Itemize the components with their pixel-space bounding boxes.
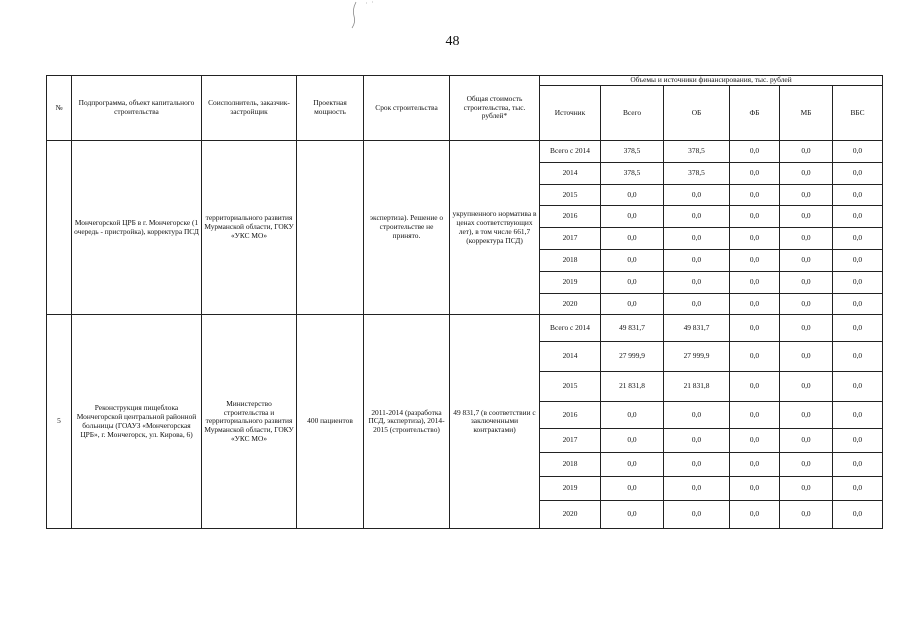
- source-cell: 2019: [540, 271, 601, 293]
- value-cell-mb: 0,0: [780, 249, 833, 271]
- source-cell: 2018: [540, 249, 601, 271]
- value-cell-fb: 0,0: [730, 293, 780, 315]
- value-cell-total: 378,5: [601, 141, 664, 163]
- value-cell-total: 378,5: [601, 162, 664, 184]
- object-term: экспертиза). Решение о строительстве не принято.: [364, 141, 450, 315]
- header-vbs: ВБС: [833, 86, 883, 141]
- value-cell-vbs: 0,0: [833, 141, 883, 163]
- value-cell-mb: 0,0: [780, 293, 833, 315]
- object-subprogram: Реконструкция пищеблока Мончегорской центральной районной больницы (ГОАУЗ «Мончегорская ЦРБ», г. Мончегорск, ул. Кирова, 6): [72, 315, 202, 529]
- value-cell-total: 27 999,9: [601, 342, 664, 372]
- value-cell-ob: 0,0: [664, 477, 730, 501]
- source-cell: 2017: [540, 429, 601, 453]
- value-cell-ob: 378,5: [664, 141, 730, 163]
- value-cell-mb: 0,0: [780, 342, 833, 372]
- object-executor: территориального развития Мурманской области, ГОКУ «УКС МО»: [202, 141, 297, 315]
- value-cell-total: 0,0: [601, 477, 664, 501]
- header-term: Срок строительства: [364, 76, 450, 141]
- source-cell: Всего с 2014: [540, 315, 601, 342]
- value-cell-ob: 21 831,8: [664, 372, 730, 402]
- value-cell-fb: 0,0: [730, 206, 780, 228]
- value-cell-fb: 0,0: [730, 249, 780, 271]
- value-cell-fb: 0,0: [730, 271, 780, 293]
- value-cell-ob: 49 831,7: [664, 315, 730, 342]
- source-cell: 2015: [540, 372, 601, 402]
- object-number: 5: [47, 315, 72, 529]
- source-cell: 2020: [540, 293, 601, 315]
- header-financing-group: Объемы и источники финансирования, тыс. рублей: [540, 76, 883, 86]
- object-cost: укрупненного норматива в ценах соответствующих лет), в том числе 661,7 (корректура ПСД): [450, 141, 540, 315]
- source-cell: 2015: [540, 184, 601, 206]
- table-row: [47, 315, 883, 342]
- table-row: [47, 141, 883, 163]
- value-cell-total: 0,0: [601, 402, 664, 429]
- value-cell-ob: 0,0: [664, 228, 730, 250]
- value-cell-vbs: 0,0: [833, 206, 883, 228]
- value-cell-ob: 0,0: [664, 249, 730, 271]
- value-cell-mb: 0,0: [780, 429, 833, 453]
- value-cell-vbs: 0,0: [833, 429, 883, 453]
- object-term: 2011-2014 (разработка ПСД, экспертиза), 2014-2015 (строительство): [364, 315, 450, 529]
- value-cell-total: 49 831,7: [601, 315, 664, 342]
- value-cell-fb: 0,0: [730, 372, 780, 402]
- object-capacity: 400 пациентов: [297, 315, 364, 529]
- value-cell-ob: 0,0: [664, 271, 730, 293]
- value-cell-fb: 0,0: [730, 429, 780, 453]
- value-cell-vbs: 0,0: [833, 271, 883, 293]
- object-capacity: [297, 141, 364, 315]
- source-cell: Всего с 2014: [540, 141, 601, 163]
- value-cell-total: 0,0: [601, 228, 664, 250]
- header-total: Всего: [601, 86, 664, 141]
- value-cell-ob: 0,0: [664, 429, 730, 453]
- source-cell: 2020: [540, 501, 601, 529]
- value-cell-fb: 0,0: [730, 184, 780, 206]
- page-number: 48: [445, 34, 460, 49]
- value-cell-fb: 0,0: [730, 342, 780, 372]
- header-fb: ФБ: [730, 86, 780, 141]
- value-cell-vbs: 0,0: [833, 293, 883, 315]
- header-ob: ОБ: [664, 86, 730, 141]
- value-cell-mb: 0,0: [780, 162, 833, 184]
- header-num: №: [47, 76, 72, 141]
- value-cell-mb: 0,0: [780, 184, 833, 206]
- table-body: [47, 141, 883, 529]
- source-cell: 2019: [540, 477, 601, 501]
- value-cell-mb: 0,0: [780, 402, 833, 429]
- value-cell-ob: 0,0: [664, 402, 730, 429]
- value-cell-fb: 0,0: [730, 162, 780, 184]
- value-cell-mb: 0,0: [780, 228, 833, 250]
- value-cell-vbs: 0,0: [833, 477, 883, 501]
- header-cost: Общая стоимость строительства, тыс. рублей*: [450, 76, 540, 141]
- object-number: [47, 141, 72, 315]
- value-cell-mb: 0,0: [780, 271, 833, 293]
- object-subprogram: Мончегорской ЦРБ в г. Мончегорске (1 очередь - пристройка), корректура ПСД: [72, 141, 202, 315]
- value-cell-fb: 0,0: [730, 501, 780, 529]
- value-cell-vbs: 0,0: [833, 372, 883, 402]
- value-cell-fb: 0,0: [730, 402, 780, 429]
- source-cell: 2016: [540, 206, 601, 228]
- value-cell-total: 0,0: [601, 453, 664, 477]
- source-cell: 2018: [540, 453, 601, 477]
- value-cell-mb: 0,0: [780, 501, 833, 529]
- value-cell-ob: 27 999,9: [664, 342, 730, 372]
- source-cell: 2014: [540, 162, 601, 184]
- value-cell-total: 0,0: [601, 293, 664, 315]
- value-cell-total: 0,0: [601, 249, 664, 271]
- value-cell-fb: 0,0: [730, 453, 780, 477]
- value-cell-fb: 0,0: [730, 228, 780, 250]
- value-cell-ob: 0,0: [664, 206, 730, 228]
- table-header: [47, 76, 883, 141]
- value-cell-vbs: 0,0: [833, 342, 883, 372]
- value-cell-mb: 0,0: [780, 372, 833, 402]
- value-cell-ob: 0,0: [664, 293, 730, 315]
- value-cell-mb: 0,0: [780, 315, 833, 342]
- header-mb: МБ: [780, 86, 833, 141]
- source-cell: 2016: [540, 402, 601, 429]
- value-cell-total: 0,0: [601, 501, 664, 529]
- value-cell-ob: 0,0: [664, 184, 730, 206]
- value-cell-ob: 378,5: [664, 162, 730, 184]
- value-cell-vbs: 0,0: [833, 249, 883, 271]
- value-cell-vbs: 0,0: [833, 453, 883, 477]
- value-cell-vbs: 0,0: [833, 315, 883, 342]
- header-source: Источник: [540, 86, 601, 141]
- value-cell-ob: 0,0: [664, 453, 730, 477]
- value-cell-vbs: 0,0: [833, 501, 883, 529]
- value-cell-total: 0,0: [601, 429, 664, 453]
- scan-artifact-mark: [342, 0, 382, 30]
- value-cell-total: 0,0: [601, 206, 664, 228]
- object-cost: 49 831,7 (в соответствии с заключенными контрактами): [450, 315, 540, 529]
- header-capacity: Проектная мощность: [297, 76, 364, 141]
- header-subprogram: Подпрограмма, объект капитального строительства: [72, 76, 202, 141]
- value-cell-mb: 0,0: [780, 453, 833, 477]
- financing-table: [46, 75, 883, 529]
- header-executor: Соисполнитель, заказчик-застройщик: [202, 76, 297, 141]
- value-cell-fb: 0,0: [730, 477, 780, 501]
- value-cell-vbs: 0,0: [833, 184, 883, 206]
- value-cell-vbs: 0,0: [833, 162, 883, 184]
- value-cell-mb: 0,0: [780, 141, 833, 163]
- value-cell-mb: 0,0: [780, 477, 833, 501]
- value-cell-mb: 0,0: [780, 206, 833, 228]
- source-cell: 2014: [540, 342, 601, 372]
- value-cell-vbs: 0,0: [833, 402, 883, 429]
- value-cell-ob: 0,0: [664, 501, 730, 529]
- value-cell-vbs: 0,0: [833, 228, 883, 250]
- source-cell: 2017: [540, 228, 601, 250]
- object-executor: Министерство строительства и территориального развития Мурманской области, ГОКУ «УКС МО»: [202, 315, 297, 529]
- value-cell-fb: 0,0: [730, 315, 780, 342]
- value-cell-total: 0,0: [601, 271, 664, 293]
- value-cell-total: 21 831,8: [601, 372, 664, 402]
- value-cell-fb: 0,0: [730, 141, 780, 163]
- value-cell-total: 0,0: [601, 184, 664, 206]
